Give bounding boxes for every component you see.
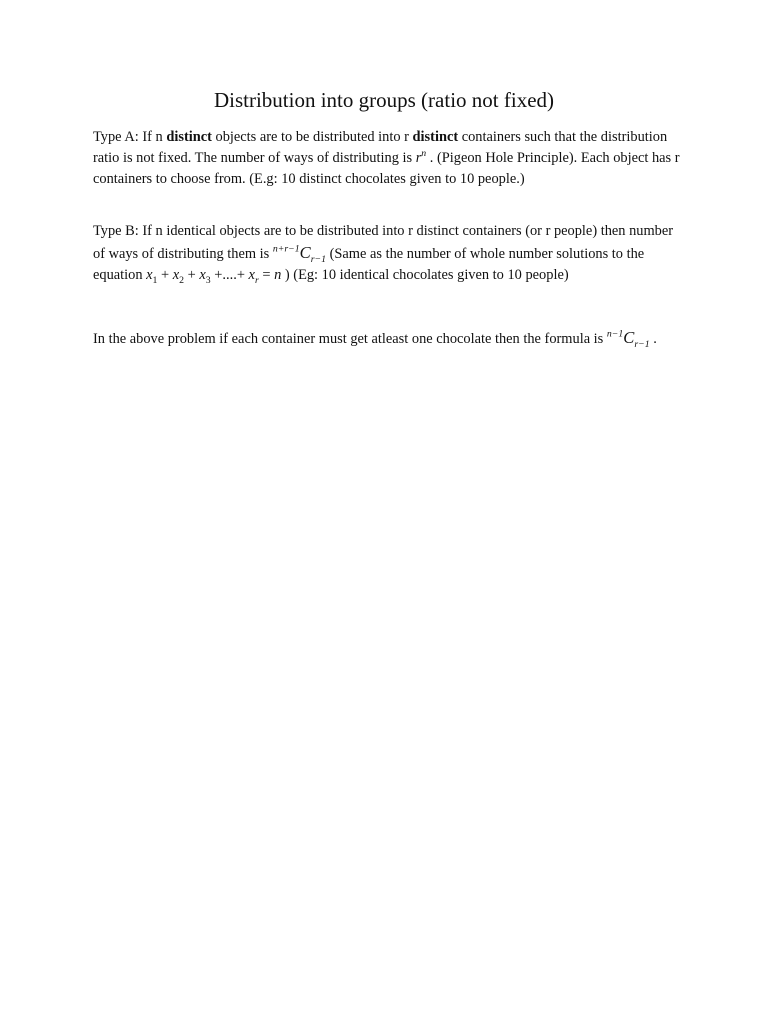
page-title: Distribution into groups (ratio not fixed) xyxy=(213,88,555,112)
note-tail: . xyxy=(649,331,657,347)
type-a-bold-distinct-2: distinct xyxy=(412,129,459,145)
eq-x1: x xyxy=(146,267,153,283)
type-b-tail: ) (Eg: 10 identical chocolates given to 10 people) xyxy=(281,267,569,283)
type-b-equation: $x_1 + x_2 + x_3$ +....+ $x_r = n$ xyxy=(146,267,282,286)
type-a-paragraph xyxy=(93,127,683,190)
type-a-bold-distinct-1: distinct xyxy=(166,129,212,145)
type-a-tail: . (Pigeon Hole Principle). Each object has r containers to choose from. (E.g: 10 distinct chocolates given to 10 people.) xyxy=(93,150,680,187)
eq-x3-sub: 3 xyxy=(205,274,211,286)
eq-x1-sub: 1 xyxy=(152,274,158,286)
eq-xr: x xyxy=(248,267,255,283)
note-paragraph xyxy=(93,324,683,350)
type-a-lead: Type A: If n xyxy=(93,129,167,145)
eq-dots: .... xyxy=(222,267,237,283)
type-a-formula-exponent: n xyxy=(421,148,427,160)
type-a-rest: containers such that the distribution ratio is not fixed. The number of ways of distributing is xyxy=(93,129,668,166)
eq-xr-sub: r xyxy=(254,274,259,286)
type-b-lead: Type B: If n identical objects are to be distributed into r distinct containers (or r people) then number of ways of distributing them is xyxy=(93,223,674,262)
eq-x3: x xyxy=(199,267,206,283)
eq-x2-sub: 2 xyxy=(179,274,185,286)
type-b-formula-c: C xyxy=(299,243,311,262)
type-b-mid: (Same as the number of whole number solutions to the equation xyxy=(93,246,645,283)
note-formula-sub: r−1 xyxy=(634,338,650,350)
note-formula xyxy=(607,327,650,350)
type-b-formula-sub: r−1 xyxy=(310,253,327,265)
note-formula-presup: n−1 xyxy=(606,328,624,340)
type-a-formula-base: r xyxy=(415,150,422,166)
type-a-formula xyxy=(416,150,427,166)
type-b-formula xyxy=(272,243,327,265)
type-a-mid: objects are to be distributed into r xyxy=(211,129,413,145)
type-b-formula-presup: n+r−1 xyxy=(272,243,300,255)
eq-x2: x xyxy=(172,267,180,283)
note-text: In the above problem if each container must get atleast one chocolate then the formula is xyxy=(93,331,607,347)
note-formula-c: C xyxy=(623,328,635,347)
type-b-paragraph xyxy=(93,221,683,286)
eq-rhs: n xyxy=(274,267,282,283)
